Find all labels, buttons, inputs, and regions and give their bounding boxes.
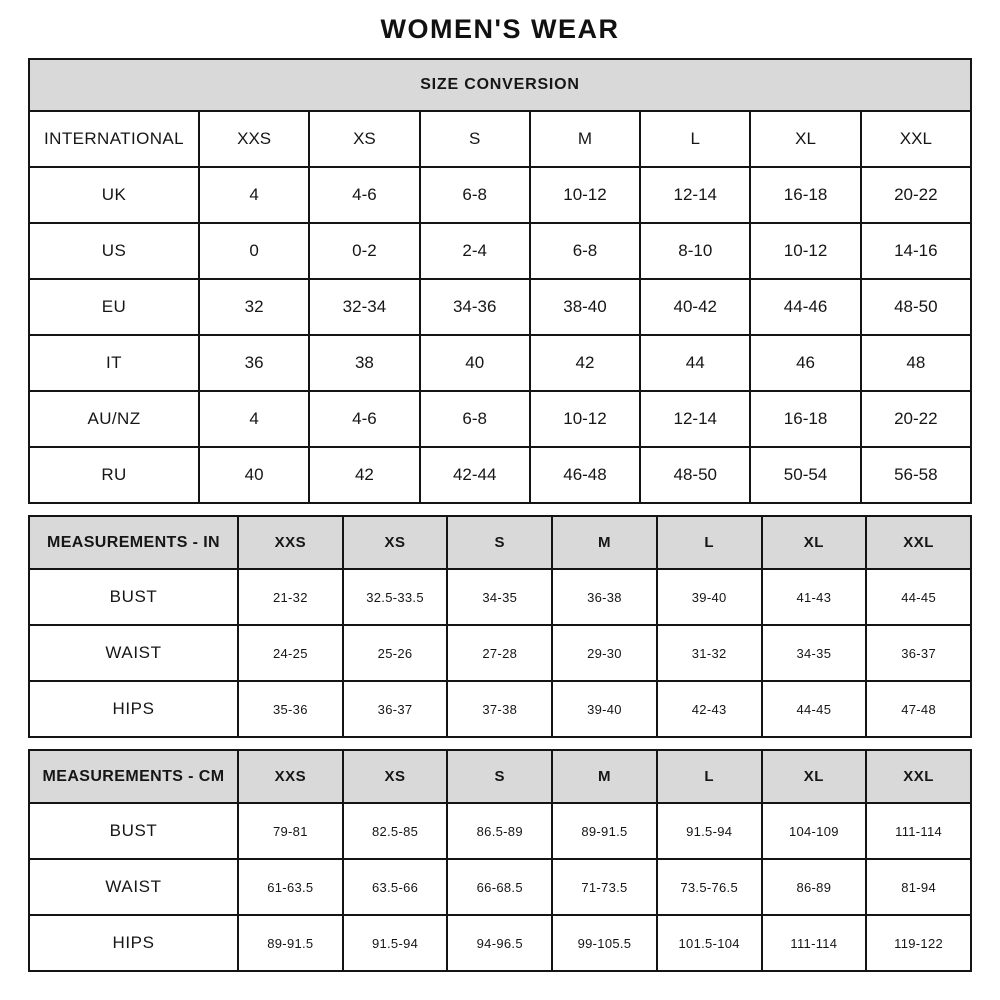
- value-cell: 40: [199, 447, 309, 503]
- value-cell: 111-114: [762, 915, 867, 971]
- measurements-cm-header: MEASUREMENTS - CM: [29, 750, 238, 803]
- value-cell: 34-35: [762, 625, 867, 681]
- row-label: INTERNATIONAL: [29, 111, 199, 167]
- value-cell: 6-8: [420, 391, 530, 447]
- value-cell: 91.5-94: [657, 803, 762, 859]
- value-cell: 36-38: [552, 569, 657, 625]
- size-chart-page: [28, 0, 972, 972]
- row-label: US: [29, 223, 199, 279]
- value-cell: 0-2: [309, 223, 419, 279]
- value-cell: S: [420, 111, 530, 167]
- value-cell: 10-12: [530, 167, 640, 223]
- value-cell: 63.5-66: [343, 859, 448, 915]
- table-row: [29, 681, 971, 737]
- value-cell: 42: [309, 447, 419, 503]
- value-cell: 66-68.5: [447, 859, 552, 915]
- table-row: [29, 391, 971, 447]
- size-column-header: L: [657, 750, 762, 803]
- size-column-header: M: [552, 750, 657, 803]
- row-label: HIPS: [29, 681, 238, 737]
- value-cell: 101.5-104: [657, 915, 762, 971]
- size-conversion-header: SIZE CONVERSION: [29, 59, 971, 111]
- value-cell: 48-50: [640, 447, 750, 503]
- value-cell: 10-12: [750, 223, 860, 279]
- measurements-cm-header-row: [29, 750, 971, 803]
- value-cell: 89-91.5: [552, 803, 657, 859]
- value-cell: 10-12: [530, 391, 640, 447]
- table-row: [29, 111, 971, 167]
- row-label: BUST: [29, 569, 238, 625]
- value-cell: XS: [309, 111, 419, 167]
- row-label: EU: [29, 279, 199, 335]
- value-cell: 35-36: [238, 681, 343, 737]
- value-cell: 36: [199, 335, 309, 391]
- value-cell: 36-37: [343, 681, 448, 737]
- row-label: AU/NZ: [29, 391, 199, 447]
- value-cell: 34-36: [420, 279, 530, 335]
- value-cell: 20-22: [861, 167, 971, 223]
- page-title: WOMEN'S WEAR: [380, 14, 620, 44]
- value-cell: 48-50: [861, 279, 971, 335]
- value-cell: 6-8: [420, 167, 530, 223]
- row-label: UK: [29, 167, 199, 223]
- measurements-in-header-row: [29, 516, 971, 569]
- measurements-in-table: [28, 515, 972, 738]
- size-column-header: XL: [762, 516, 867, 569]
- measurements-in-body: [29, 569, 971, 737]
- value-cell: 111-114: [866, 803, 971, 859]
- value-cell: 6-8: [530, 223, 640, 279]
- value-cell: 4: [199, 167, 309, 223]
- value-cell: 48: [861, 335, 971, 391]
- value-cell: 94-96.5: [447, 915, 552, 971]
- value-cell: 0: [199, 223, 309, 279]
- value-cell: 32.5-33.5: [343, 569, 448, 625]
- value-cell: 44-46: [750, 279, 860, 335]
- value-cell: 21-32: [238, 569, 343, 625]
- value-cell: XXL: [861, 111, 971, 167]
- value-cell: 82.5-85: [343, 803, 448, 859]
- size-column-header: XS: [343, 516, 448, 569]
- value-cell: 14-16: [861, 223, 971, 279]
- value-cell: 16-18: [750, 167, 860, 223]
- value-cell: 89-91.5: [238, 915, 343, 971]
- value-cell: 71-73.5: [552, 859, 657, 915]
- measurements-cm-body: [29, 803, 971, 971]
- size-column-header: XXS: [238, 516, 343, 569]
- row-label: RU: [29, 447, 199, 503]
- value-cell: 99-105.5: [552, 915, 657, 971]
- row-label: WAIST: [29, 859, 238, 915]
- size-column-header: XXL: [866, 750, 971, 803]
- value-cell: 20-22: [861, 391, 971, 447]
- value-cell: 4-6: [309, 391, 419, 447]
- value-cell: 32-34: [309, 279, 419, 335]
- value-cell: 81-94: [866, 859, 971, 915]
- size-conversion-table: [28, 58, 972, 504]
- size-conversion-body: [29, 111, 971, 503]
- value-cell: 31-32: [657, 625, 762, 681]
- value-cell: 44: [640, 335, 750, 391]
- value-cell: 47-48: [866, 681, 971, 737]
- value-cell: 44-45: [866, 569, 971, 625]
- size-column-header: S: [447, 516, 552, 569]
- value-cell: 36-37: [866, 625, 971, 681]
- value-cell: 4-6: [309, 167, 419, 223]
- size-column-header: XXS: [238, 750, 343, 803]
- value-cell: 41-43: [762, 569, 867, 625]
- table-row: [29, 447, 971, 503]
- value-cell: 12-14: [640, 167, 750, 223]
- value-cell: 46: [750, 335, 860, 391]
- row-label: WAIST: [29, 625, 238, 681]
- value-cell: 61-63.5: [238, 859, 343, 915]
- table-row: [29, 279, 971, 335]
- value-cell: 86-89: [762, 859, 867, 915]
- size-column-header: S: [447, 750, 552, 803]
- value-cell: 38-40: [530, 279, 640, 335]
- value-cell: 39-40: [552, 681, 657, 737]
- value-cell: 16-18: [750, 391, 860, 447]
- value-cell: 46-48: [530, 447, 640, 503]
- value-cell: 86.5-89: [447, 803, 552, 859]
- value-cell: 40-42: [640, 279, 750, 335]
- measurements-in-header: MEASUREMENTS - IN: [29, 516, 238, 569]
- value-cell: 119-122: [866, 915, 971, 971]
- size-conversion-banner-row: [29, 59, 971, 111]
- value-cell: 42: [530, 335, 640, 391]
- table-row: [29, 335, 971, 391]
- size-column-header: L: [657, 516, 762, 569]
- value-cell: 4: [199, 391, 309, 447]
- table-row: [29, 569, 971, 625]
- table-row: [29, 859, 971, 915]
- value-cell: 24-25: [238, 625, 343, 681]
- table-row: [29, 625, 971, 681]
- value-cell: XXS: [199, 111, 309, 167]
- value-cell: 32: [199, 279, 309, 335]
- value-cell: 73.5-76.5: [657, 859, 762, 915]
- value-cell: 38: [309, 335, 419, 391]
- value-cell: 27-28: [447, 625, 552, 681]
- value-cell: 44-45: [762, 681, 867, 737]
- value-cell: L: [640, 111, 750, 167]
- size-column-header: M: [552, 516, 657, 569]
- value-cell: 104-109: [762, 803, 867, 859]
- table-row: [29, 223, 971, 279]
- value-cell: XL: [750, 111, 860, 167]
- row-label: IT: [29, 335, 199, 391]
- table-row: [29, 167, 971, 223]
- value-cell: 12-14: [640, 391, 750, 447]
- table-row: [29, 803, 971, 859]
- value-cell: M: [530, 111, 640, 167]
- value-cell: 29-30: [552, 625, 657, 681]
- value-cell: 25-26: [343, 625, 448, 681]
- value-cell: 50-54: [750, 447, 860, 503]
- row-label: BUST: [29, 803, 238, 859]
- table-row: [29, 915, 971, 971]
- value-cell: 37-38: [447, 681, 552, 737]
- value-cell: 56-58: [861, 447, 971, 503]
- size-column-header: XXL: [866, 516, 971, 569]
- size-column-header: XS: [343, 750, 448, 803]
- value-cell: 39-40: [657, 569, 762, 625]
- value-cell: 42-44: [420, 447, 530, 503]
- value-cell: 2-4: [420, 223, 530, 279]
- size-column-header: XL: [762, 750, 867, 803]
- value-cell: 40: [420, 335, 530, 391]
- value-cell: 34-35: [447, 569, 552, 625]
- measurements-cm-table: [28, 749, 972, 972]
- value-cell: 79-81: [238, 803, 343, 859]
- value-cell: 91.5-94: [343, 915, 448, 971]
- value-cell: 42-43: [657, 681, 762, 737]
- value-cell: 8-10: [640, 223, 750, 279]
- row-label: HIPS: [29, 915, 238, 971]
